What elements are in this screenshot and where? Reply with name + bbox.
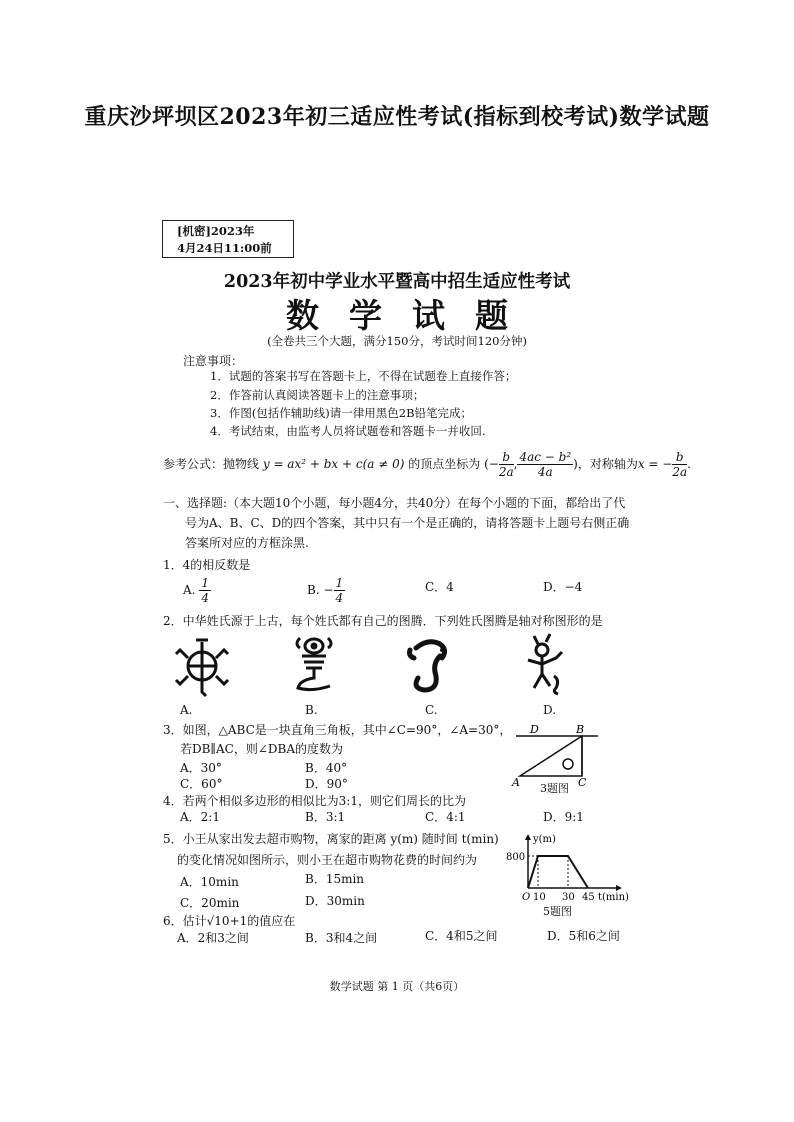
question-3-stem: 若DB∥AC，则∠DBA的度数为: [180, 742, 343, 756]
q6-option-d: D．5和6之间: [547, 929, 620, 943]
formula-vertex-text: 的顶点坐标为: [408, 457, 481, 471]
question-5-stem: 5．小王从家出发去超市购物，离家的距离 y(m) 随时间 t(min): [163, 832, 499, 846]
q6-stem-suffix: +1的值应在: [229, 914, 296, 928]
subject-title: 数学试题: [286, 296, 538, 335]
q1-option-d: D．−4: [543, 580, 583, 594]
q6-option-b: B．3和4之间: [305, 931, 378, 945]
fraction-numerator: 1: [201, 576, 209, 590]
page-footer: 数学试题 第 1 页（共6页）: [329, 980, 465, 993]
q5-option-a: A．10min: [180, 875, 239, 889]
fig3-label-b: B: [576, 723, 585, 736]
q3-option-b: B．40°: [305, 761, 348, 775]
formula-prefix: 参考公式：抛物线: [163, 457, 260, 471]
vertex-y-fraction: [517, 450, 573, 479]
fraction-denominator: 4: [335, 591, 344, 605]
q5-option-b: B．15min: [305, 872, 365, 886]
notice-item: 2．作答前认真阅读答题卡上的注意事项；: [210, 388, 425, 402]
question-4-stem: 4．若两个相似多边形的相似比为3:1，则它们周长的比为: [163, 794, 466, 808]
question-1-stem: 1．4的相反数是: [163, 558, 251, 572]
q1-option-a: [183, 576, 211, 605]
question-6-stem: [163, 912, 295, 929]
formula-axis-text: ，对称轴为: [577, 457, 638, 471]
fig5-x-tick: 30: [562, 892, 575, 903]
q4-option-d: D．9:1: [543, 810, 584, 824]
axis-fraction: [672, 450, 687, 479]
section1-line: 一、选择题:（本大题10个小题，每小题4分，共40分）在每个小题的下面，都给出了代: [163, 496, 626, 510]
q2-option-c: C.: [425, 703, 438, 717]
secret-line1: [机密]2023年: [177, 224, 255, 238]
document-title: 重庆沙坪坝区2023年初三适应性考试(指标到校考试)数学试题: [84, 104, 710, 130]
vertex-x-fraction: [499, 450, 514, 479]
option-fraction: [199, 576, 211, 605]
figure-3-caption: 3题图: [540, 782, 569, 795]
fig5-x-tick: 45: [582, 892, 595, 903]
notice-heading: 注意事项：: [183, 354, 244, 368]
fraction-denominator: 4: [201, 591, 209, 605]
question-5-stem: 的变化情况如图所示，则小王在超市购物花费的时间约为: [177, 853, 478, 867]
fig3-label-c: C: [578, 776, 587, 789]
fraction-numerator: b: [672, 450, 687, 465]
turtle-totem-image: [172, 636, 232, 700]
q4-option-c: C．4:1: [425, 810, 466, 824]
exam-title: 2023年初中学业水平暨高中招生适应性考试: [223, 272, 571, 292]
fig5-x-tick: 10: [533, 892, 546, 903]
figure-5-graph: [506, 830, 636, 906]
q3-option-c: C．60°: [180, 777, 223, 791]
q1-option-b: [307, 576, 345, 605]
option-fraction: [334, 576, 346, 605]
question-3-stem: 3．如图，△ABC是一块直角三角板，其中∠C=90°，∠A=30°，: [163, 723, 512, 737]
q2-option-b: B.: [305, 703, 318, 717]
q2-option-d: D.: [543, 703, 557, 717]
secret-box: [162, 220, 294, 258]
fig5-y-axis-label: y(m): [533, 834, 556, 845]
fraction-numerator: 1: [335, 576, 344, 590]
q4-option-b: B．3:1: [305, 810, 346, 824]
fig3-label-d: D: [530, 723, 539, 736]
fraction-denominator: 2a: [498, 465, 514, 479]
notice-item: 3．作图(包括作辅助线)请一律用黑色2B铅笔完成；: [210, 406, 473, 420]
reference-formula: 参考公式：抛物线 y = ax² + bx + c(a ≠ 0) 的顶点坐标为 (− $\frac{b}{2a}$ , $\frac{\text{4ac − b²}}{4a}$ )，对称轴为x = − $\frac{b}{2a}$ .: [163, 450, 691, 479]
q5-option-d: D．30min: [305, 894, 365, 908]
fraction-denominator: 2a: [672, 465, 688, 479]
q3-option-d: D．90°: [305, 777, 348, 791]
option-label: B. −: [307, 583, 334, 597]
q5-option-c: C．20min: [180, 896, 240, 910]
section1-line: 号为A、B、C、D的四个答案，其中只有一个是正确的，请将答题卡上题号右侧正确: [185, 516, 630, 530]
section1-line: 答案所对应的方框涂黑.: [185, 536, 309, 550]
figure-totem-image: [520, 632, 570, 696]
q6-option-a: A．2和3之间: [177, 931, 249, 945]
fig3-label-a: A: [512, 776, 520, 789]
q1-option-c: C．4: [425, 580, 454, 594]
q4-option-a: A．2:1: [180, 810, 220, 824]
formula-equation: y = ax² + bx + c(a ≠ 0): [262, 457, 405, 471]
exam-info: (全卷共三个大题，满分150分，考试时间120分钟): [267, 334, 527, 348]
fig5-y-tick: 800: [506, 852, 526, 863]
secret-line2: 4月24日11:00前: [177, 241, 272, 255]
q6-option-c: C．4和5之间: [425, 929, 498, 943]
snake-totem-image: [402, 634, 454, 696]
fig5-x-axis-label: t(min): [598, 892, 629, 903]
fraction-denominator: 4a: [537, 465, 553, 479]
formula-axis-eq: x = −: [637, 457, 673, 471]
fig5-origin: O: [522, 892, 531, 903]
fraction-numerator: b: [499, 450, 514, 465]
q3-option-a: A．30°: [180, 761, 222, 775]
q6-stem-prefix: 6．估计: [163, 914, 207, 928]
figure-5-caption: 5题图: [543, 905, 572, 918]
question-2-stem: 2．中华姓氏源于上古，每个姓氏都有自己的图腾．下列姓氏图腾是轴对称图形的是: [163, 614, 603, 628]
fraction-numerator: 4ac − b²: [519, 450, 572, 464]
option-label: A.: [183, 583, 196, 597]
q6-radical: √10: [206, 914, 230, 928]
notice-item: 1．试题的答案书写在答题卡上，不得在试题卷上直接作答；: [210, 369, 517, 383]
q2-option-a: A.: [180, 703, 193, 717]
notice-item: 4．考试结束，由监考人员将试题卷和答题卡一并收回.: [210, 424, 486, 438]
dragon-totem-image: [290, 632, 338, 696]
